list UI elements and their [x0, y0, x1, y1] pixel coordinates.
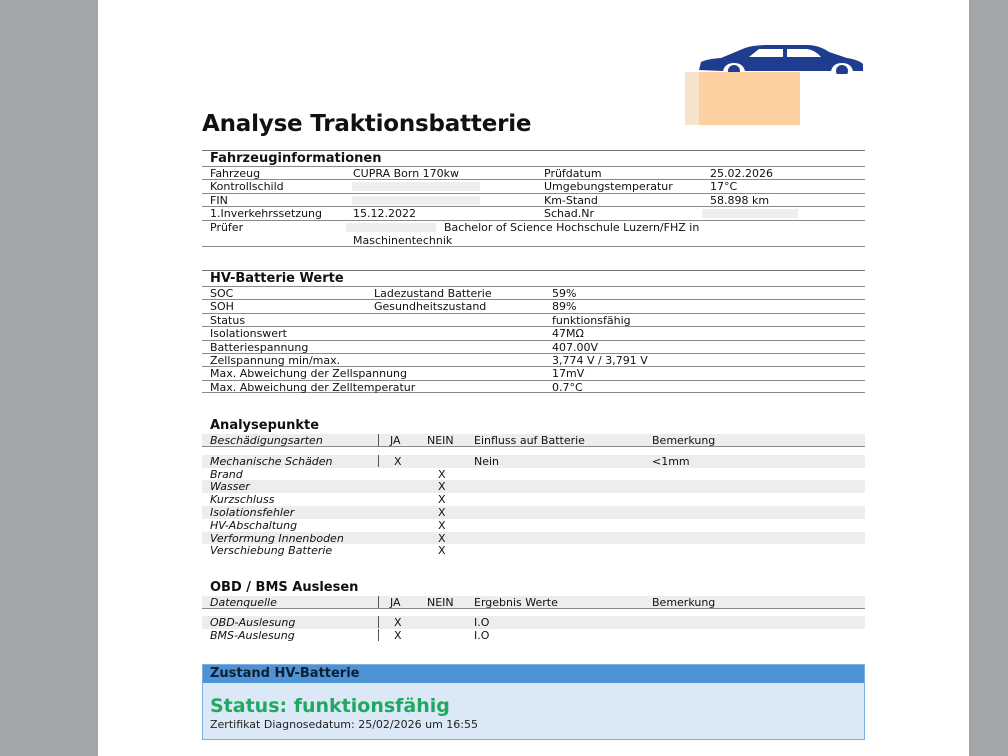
- vehicle-value: 15.12.2022: [353, 207, 416, 221]
- header-ja: JA: [390, 434, 401, 447]
- damage-type: Mechanische Schäden: [210, 454, 333, 468]
- redacted-value: [352, 196, 480, 205]
- column-divider: [378, 455, 379, 467]
- obd-title: OBD / BMS Auslesen: [210, 580, 359, 595]
- analysis-bemerkung: <1mm: [652, 454, 690, 468]
- hv-label: Status: [210, 313, 246, 327]
- car-logo-icon: [697, 40, 865, 74]
- damage-type: Verschiebung Batterie: [210, 544, 333, 558]
- damage-type: Isolationsfehler: [210, 505, 295, 519]
- hv-description: Ladezustand Batterie: [374, 287, 492, 300]
- hv-value: 89%: [552, 300, 577, 314]
- obd-header-row: [202, 596, 865, 609]
- vehicle-info-row: [202, 206, 865, 219]
- hv-value: 3,774 V / 3,791 V: [552, 353, 648, 367]
- hv-value-row: [202, 340, 865, 353]
- hv-label: Batteriespannung: [210, 340, 309, 354]
- hv-value-row: [202, 353, 865, 366]
- hv-label: SOC: [210, 287, 234, 300]
- analysis-row: [202, 455, 865, 468]
- analysis-nein: X: [438, 467, 446, 481]
- column-divider: [378, 596, 379, 608]
- analysis-nein: X: [438, 518, 446, 532]
- column-divider: [378, 629, 379, 641]
- obd-ja: X: [394, 628, 402, 642]
- obd-ergebnis: I.O: [474, 628, 490, 642]
- analysis-nein: X: [438, 493, 446, 507]
- column-divider: [378, 616, 379, 628]
- vehicle-info-row: [202, 193, 865, 206]
- hv-label: Isolationswert: [210, 327, 287, 341]
- pruefer-label: Prüfer: [210, 220, 244, 234]
- data-source: BMS-Auslesung: [210, 628, 295, 642]
- pruefer-row: [202, 220, 865, 247]
- analysis-row: [202, 468, 865, 481]
- hv-label: Zellspannung min/max.: [210, 353, 341, 367]
- analysis-row: [202, 480, 865, 493]
- certificate-text: Zertifikat Diagnosedatum: 25/02/2026 um 16:55: [210, 718, 479, 731]
- status-box-title: Zustand HV-Batterie: [203, 665, 864, 683]
- damage-type: Wasser: [210, 480, 250, 494]
- damage-type: Kurzschluss: [210, 493, 275, 507]
- status-box: [202, 664, 865, 740]
- analysis-nein: X: [438, 544, 446, 558]
- vehicle-info-section: [202, 150, 865, 247]
- hv-values-section: [202, 270, 865, 393]
- hv-value: 59%: [552, 287, 577, 300]
- hv-label: SOH: [210, 300, 234, 314]
- header-bemerkung: Bemerkung: [652, 434, 716, 447]
- vehicle-label-2: Schad.Nr: [544, 207, 594, 221]
- header-name: Beschädigungsarten: [210, 434, 323, 447]
- vehicle-label-2: Km-Stand: [544, 193, 598, 207]
- analysis-header-row: [202, 434, 865, 447]
- vehicle-label: Kontrollschild: [210, 180, 284, 194]
- vehicle-label: FIN: [210, 193, 228, 207]
- analysis-nein: X: [438, 531, 446, 545]
- page-title: Analyse Traktionsbatterie: [202, 111, 532, 137]
- vehicle-label: Fahrzeug: [210, 167, 261, 180]
- obd-ergebnis: I.O: [474, 615, 490, 629]
- header-einfluss: Einfluss auf Batterie: [474, 434, 585, 447]
- analysis-row: [202, 519, 865, 532]
- redacted-value: [352, 182, 480, 191]
- hv-description: Gesundheitszustand: [374, 300, 487, 314]
- analysis-nein: X: [438, 480, 446, 494]
- hv-value: 17mV: [552, 367, 585, 381]
- analysis-section: [202, 418, 865, 557]
- analysis-ja: X: [394, 454, 402, 468]
- vehicle-label: 1.Inverkehrssetzung: [210, 207, 322, 221]
- hv-value-row: [202, 299, 865, 312]
- obd-section: [202, 580, 865, 641]
- pruefer-value-line1: Bachelor of Science Hochschule Luzern/FHZ in: [444, 220, 700, 234]
- column-divider: [378, 434, 379, 446]
- analysis-row: [202, 493, 865, 506]
- obd-header-nein: NEIN: [427, 596, 454, 609]
- hv-value-row: [202, 326, 865, 339]
- vehicle-value: CUPRA Born 170kw: [353, 167, 460, 180]
- status-text: Status: funktionsfähig: [210, 695, 450, 717]
- redacted-logo: [685, 72, 800, 125]
- vehicle-info-title: Fahrzeuginformationen: [202, 150, 865, 166]
- analysis-row: [202, 506, 865, 519]
- hv-values-title: HV-Batterie Werte: [202, 270, 865, 286]
- redacted-name: [346, 223, 436, 232]
- obd-header-ergebnis: Ergebnis Werte: [474, 596, 558, 609]
- pruefer-value-line2: Maschinentechnik: [353, 233, 453, 247]
- damage-type: Verformung Innenboden: [210, 531, 344, 545]
- hv-value: 0.7°C: [552, 380, 583, 394]
- hv-value: funktionsfähig: [552, 313, 631, 327]
- analysis-einfluss: Nein: [474, 454, 500, 468]
- hv-label: Max. Abweichung der Zelltemperatur: [210, 380, 416, 394]
- obd-header-name: Datenquelle: [210, 596, 277, 609]
- analysis-title: Analysepunkte: [210, 418, 320, 433]
- obd-ja: X: [394, 615, 402, 629]
- vehicle-value-2: 17°C: [710, 180, 738, 194]
- obd-header-ja: JA: [390, 596, 401, 609]
- vehicle-value-2: 58.898 km: [710, 193, 770, 207]
- obd-row: [202, 616, 865, 629]
- hv-value-row: [202, 366, 865, 379]
- vehicle-info-row: [202, 166, 865, 179]
- analysis-row: [202, 532, 865, 545]
- vehicle-label-2: Prüfdatum: [544, 167, 602, 180]
- damage-type: Brand: [210, 467, 243, 481]
- hv-value-row: [202, 380, 865, 393]
- analysis-row: [202, 544, 865, 557]
- vehicle-value-2: 25.02.2026: [710, 167, 773, 180]
- hv-value-row: [202, 313, 865, 326]
- hv-label: Max. Abweichung der Zellspannung: [210, 367, 408, 381]
- hv-value-row: [202, 286, 865, 299]
- damage-type: HV-Abschaltung: [210, 518, 298, 532]
- hv-value: 407.00V: [552, 340, 599, 354]
- obd-row: [202, 629, 865, 642]
- analysis-nein: X: [438, 505, 446, 519]
- obd-header-bemerkung: Bemerkung: [652, 596, 716, 609]
- vehicle-info-row: [202, 179, 865, 192]
- header-nein: NEIN: [427, 434, 454, 447]
- vehicle-label-2: Umgebungstemperatur: [544, 180, 673, 194]
- hv-value: 47MΩ: [552, 327, 584, 341]
- data-source: OBD-Auslesung: [210, 615, 296, 629]
- redacted-value: [702, 209, 798, 218]
